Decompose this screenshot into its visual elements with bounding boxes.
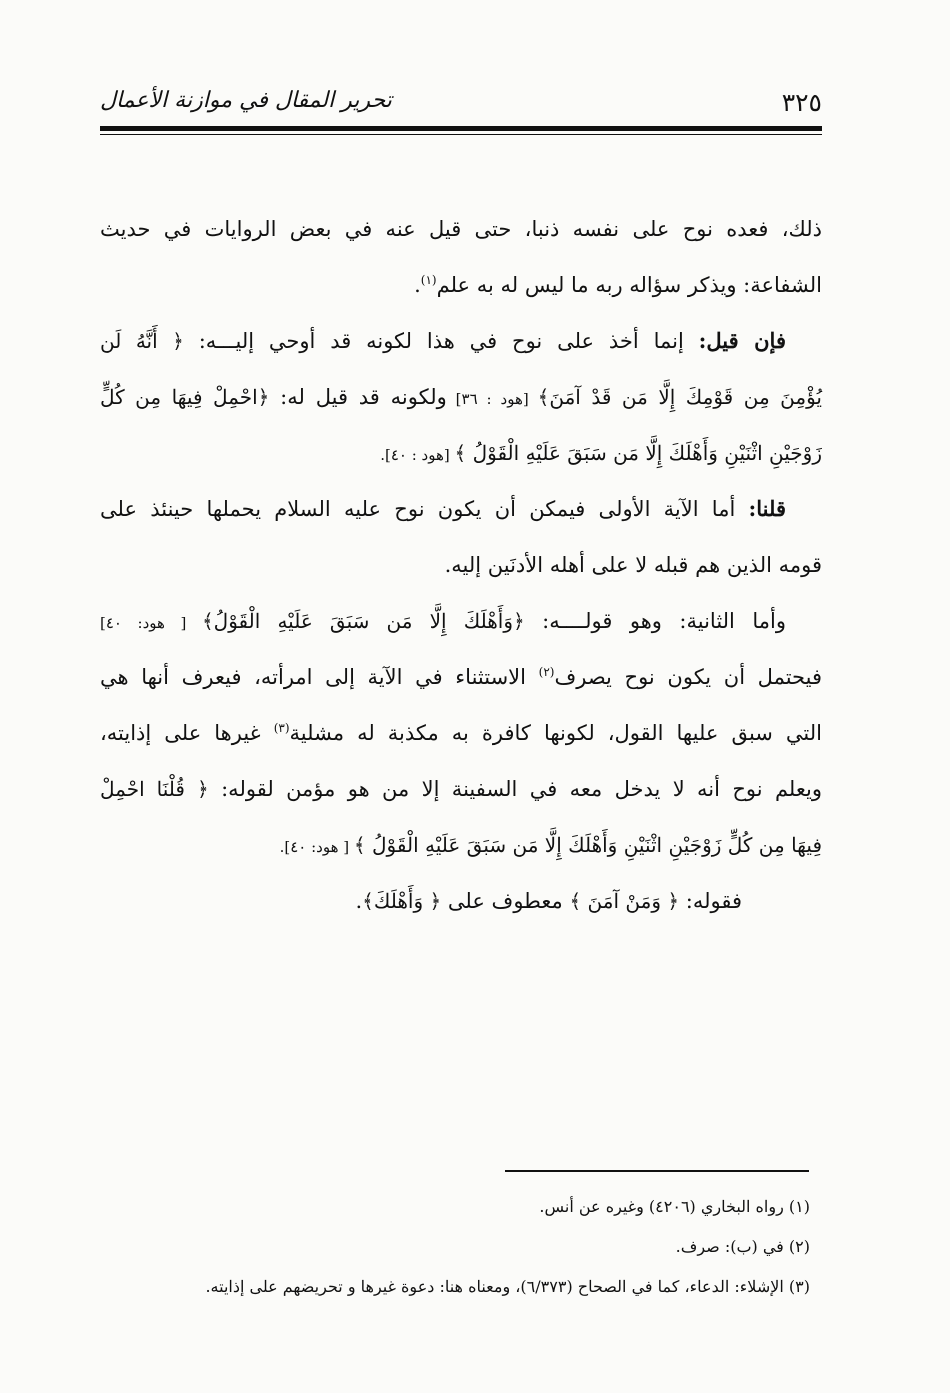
quran-verse: فِيهَا مِن كُلٍّ زَوْجَيْنِ اثْنَيْنِ وَأَهْلَكَ إِلَّا مَن سَبَقَ عَلَيْهِ الْقَوْلُ ﴾	[353, 833, 822, 857]
running-title: تحرير المقال في موازنة الأعمال	[100, 88, 392, 113]
page-number: ٣٢٥	[781, 88, 822, 117]
objection-lead: فإن قيل:	[698, 328, 786, 353]
text: ذلك، فعده نوح على نفسه ذنبا، حتى قيل عنه في بعض الروايات في حديث	[100, 217, 822, 241]
verse-reference: [ هود: ٤٠].	[279, 838, 354, 856]
text: غيرها على إذايته،	[100, 721, 274, 745]
main-text	[100, 204, 822, 932]
text-line	[100, 708, 822, 764]
text: فقوله:	[679, 889, 742, 913]
text-line	[100, 820, 822, 876]
text: قومه الذين هم قبله لا على أهله الأدنَين إليه.	[444, 553, 822, 577]
text-line	[100, 316, 822, 372]
text: التي سبق عليها القول، لكونها كافرة به مكذبة له مشلية	[289, 721, 822, 745]
footnote-marker: (١)	[420, 273, 437, 287]
text: وأما الثانية: وهو قولــــه:	[524, 609, 786, 633]
text: فيحتمل أن يكون نوح يصرف	[554, 665, 822, 689]
quran-verse: ﴿احْمِلْ فِيهَا مِن كُلٍّ	[100, 385, 270, 409]
text-line	[100, 204, 822, 260]
text: أما الآية الأولى فيمكن أن يكون نوح عليه السلام يحملها حينئذ على	[100, 497, 749, 521]
text-line	[100, 764, 822, 820]
quran-verse: ﴿وَأَهْلَكَ إِلَّا مَن سَبَقَ عَلَيْهِ الْقَوْلُ﴾	[201, 609, 525, 633]
text: معطوف على	[441, 889, 570, 913]
footnote-separator	[505, 1170, 809, 1172]
quran-verse: يُؤْمِنَ مِن قَوْمِكَ إِلَّا مَن قَدْ آمَنَ﴾	[537, 385, 822, 409]
header-rule-thin	[100, 134, 822, 135]
text-line	[100, 372, 822, 428]
answer-lead: قلنا:	[748, 496, 786, 521]
text: .	[355, 889, 363, 913]
text-line	[100, 540, 822, 596]
footnote-marker: (٢)	[538, 665, 555, 679]
text: ويعلم نوح أنه لا يدخل معه في السفينة إلا من هو مؤمن لقوله:	[208, 777, 822, 801]
text: إنما أخذ على نوح في هذا لكونه قد أوحي إليـــه:	[183, 329, 699, 353]
footnote: (٢) في (ب): صرف.	[675, 1237, 810, 1256]
quran-verse: ﴿ وَمَنْ آمَنَ ﴾	[569, 889, 680, 913]
page-header	[100, 88, 822, 128]
text: الشفاعة: ويذكر سؤاله ربه ما ليس له به علم	[436, 273, 822, 297]
footnote: (٣) الإشلاء: الدعاء، كما في الصحاح (٦/٣٧٣)، ومعناه هنا: دعوة غيرها و تحريضهم على إذايته.	[205, 1277, 810, 1296]
verse-reference: [هود : ٤٠].	[380, 446, 455, 464]
text-line	[100, 428, 822, 484]
quran-verse: ﴿ قُلْنَا احْمِلْ	[100, 777, 209, 801]
text: ولكونه قد قيل له:	[269, 385, 447, 409]
quran-verse: ﴿ وَأَهْلَكَ﴾	[362, 889, 442, 913]
footnote: (١) رواه البخاري (٤٢٠٦) وغيره عن أنس.	[539, 1197, 810, 1216]
footnotes	[100, 1187, 810, 1307]
text-line	[100, 652, 822, 708]
text-line	[100, 484, 822, 540]
text-line	[100, 596, 822, 652]
footnote-marker: (٣)	[273, 721, 290, 735]
quran-verse: ﴿ أَنَّهُ لَن	[100, 329, 184, 353]
verse-reference: [ هود: ٤٠]	[100, 614, 202, 632]
verse-reference: [هود : ٣٦]	[446, 390, 538, 408]
text: الاستثناء في الآية إلى امرأته، فيعرف أنها هي	[100, 665, 539, 689]
text: .	[414, 273, 421, 297]
header-rule-thick	[100, 126, 822, 131]
text-line	[100, 260, 822, 316]
quran-verse: زَوْجَيْنِ اثْنَيْنِ وَأَهْلَكَ إِلَّا مَن سَبَقَ عَلَيْهِ الْقَوْلُ ﴾	[454, 441, 822, 465]
text-line	[100, 876, 822, 932]
